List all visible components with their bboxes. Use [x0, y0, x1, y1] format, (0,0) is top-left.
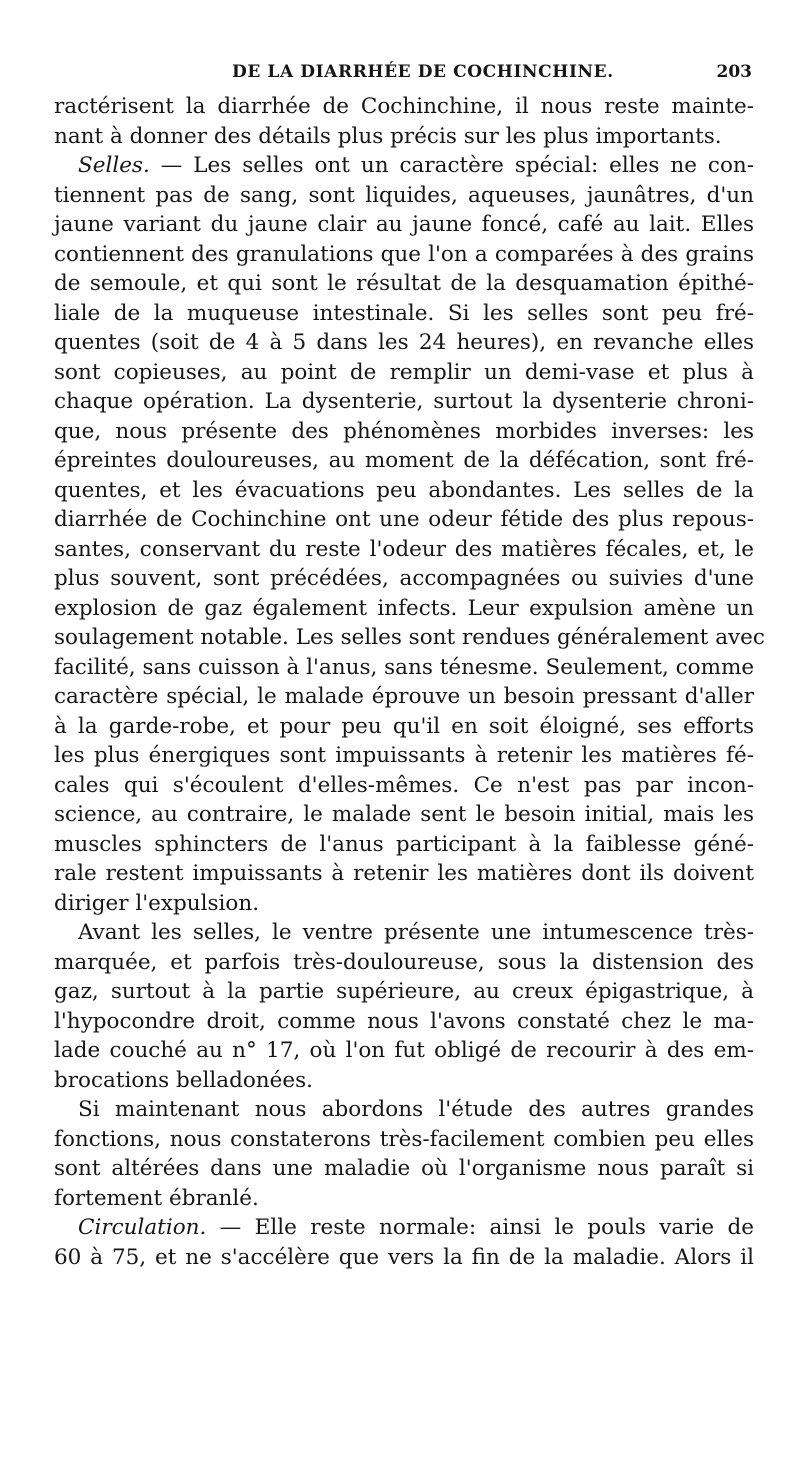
text-line: diriger l'expulsion.: [54, 890, 260, 916]
text-line: Avant les selles, le ventre présente une intumescence très-: [78, 920, 754, 945]
text-line: santes, conservant du reste l'odeur des matières fécales, et, le: [54, 536, 754, 562]
text-line: 60 à 75, et ne s'accélère que vers la fin de la maladie. Alors il: [54, 1244, 754, 1270]
text-line: lade couché au n° 17, où l'on fut obligé de recourir à des em-: [54, 1038, 754, 1063]
text-line: sont copieuses, au point de remplir un demi-vase et plus à: [54, 359, 754, 385]
text-line: jaune variant du jaune clair au jaune foncé, café au lait. Elles: [54, 212, 754, 237]
text-line: cales qui s'écoulent d'elles-mêmes. Ce n'est pas par incon-: [54, 772, 754, 798]
text-line: chaque opération. La dysenterie, surtout la dysenterie chroni-: [54, 389, 754, 414]
body-text: [54, 92, 765, 1272]
text-line: que, nous présente des phénomènes morbides inverses: les: [54, 418, 754, 444]
text-line: explosion de gaz également infects. Leur expulsion amène un: [54, 595, 754, 621]
text-line: gaz, surtout à la partie supérieure, au creux épigastrique, à: [54, 979, 754, 1004]
text-line: les plus énergiques sont impuissants à retenir les matières fé-: [54, 743, 754, 768]
text-line: ractérisent la diarrhée de Cochinchine, il nous reste mainte-: [54, 94, 754, 119]
text-line: Circulation. — Elle reste normale: ainsi le pouls varie de: [78, 1215, 754, 1240]
text-line: nant à donner des détails plus précis sur les plus importants.: [54, 123, 722, 149]
text-line: fonctions, nous constaterons très-facilement combien peu elles: [54, 1126, 754, 1152]
text-line: quentes, et les évacuations peu abondantes. Les selles de la: [54, 477, 754, 503]
text-line: soulagement notable. Les selles sont rendues généralement avec: [54, 625, 765, 650]
text-line: fortement ébranlé.: [54, 1185, 259, 1211]
text-line: de semoule, et qui sont le résultat de la desquamation épithé-: [54, 271, 754, 296]
text-line: quentes (soit de 4 à 5 dans les 24 heures), en revanche elles: [54, 330, 754, 355]
section-heading-circulation: Circulation.: [78, 1215, 207, 1240]
text-line: science, au contraire, le malade sent le besoin initial, mais les: [54, 802, 754, 827]
section-heading-selles: Selles.: [78, 153, 150, 178]
text-line: contiennent des granulations que l'on a comparées à des grains: [54, 241, 754, 267]
text-line: rale restent impuissants à retenir les matières dont ils doivent: [54, 861, 754, 886]
text-line: liale de la muqueuse intestinale. Si les selles sont peu fré-: [54, 300, 754, 326]
text-line: sont altérées dans une maladie où l'organisme nous paraît si: [54, 1156, 754, 1181]
text-line: à la garde-robe, et pour peu qu'il en soit éloigné, ses efforts: [54, 713, 754, 739]
text-line: l'hypocondre droit, comme nous l'avons constaté chez le ma-: [54, 1008, 754, 1034]
text-line: Selles. — Les selles ont un caractère spécial: elles ne con-: [78, 153, 754, 178]
page-number: 203: [716, 62, 752, 82]
running-title: DE LA DIARRHÉE DE COCHINCHINE.: [232, 62, 614, 82]
text-line: diarrhée de Cochinchine ont une odeur fétide des plus repous-: [54, 507, 754, 532]
text-line: tiennent pas de sang, sont liquides, aqueuses, jaunâtres, d'un: [54, 182, 754, 208]
text-line: muscles sphincters de l'anus participant à la faiblesse géné-: [54, 831, 754, 857]
text-line: marquée, et parfois très-douloureuse, sous la distension des: [54, 949, 754, 975]
text-line: caractère spécial, le malade éprouve un besoin pressant d'aller: [54, 684, 754, 709]
page-header: [0, 62, 800, 86]
text-line: Si maintenant nous abordons l'étude des autres grandes: [78, 1097, 754, 1122]
text-line: brocations belladonées.: [54, 1067, 313, 1093]
text-line: plus souvent, sont précédées, accompagnées ou suivies d'une: [54, 566, 754, 591]
text-line: facilité, sans cuisson à l'anus, sans ténesme. Seulement, comme: [54, 654, 755, 680]
text-line: épreintes douloureuses, au moment de la défécation, sont fré-: [54, 448, 754, 473]
